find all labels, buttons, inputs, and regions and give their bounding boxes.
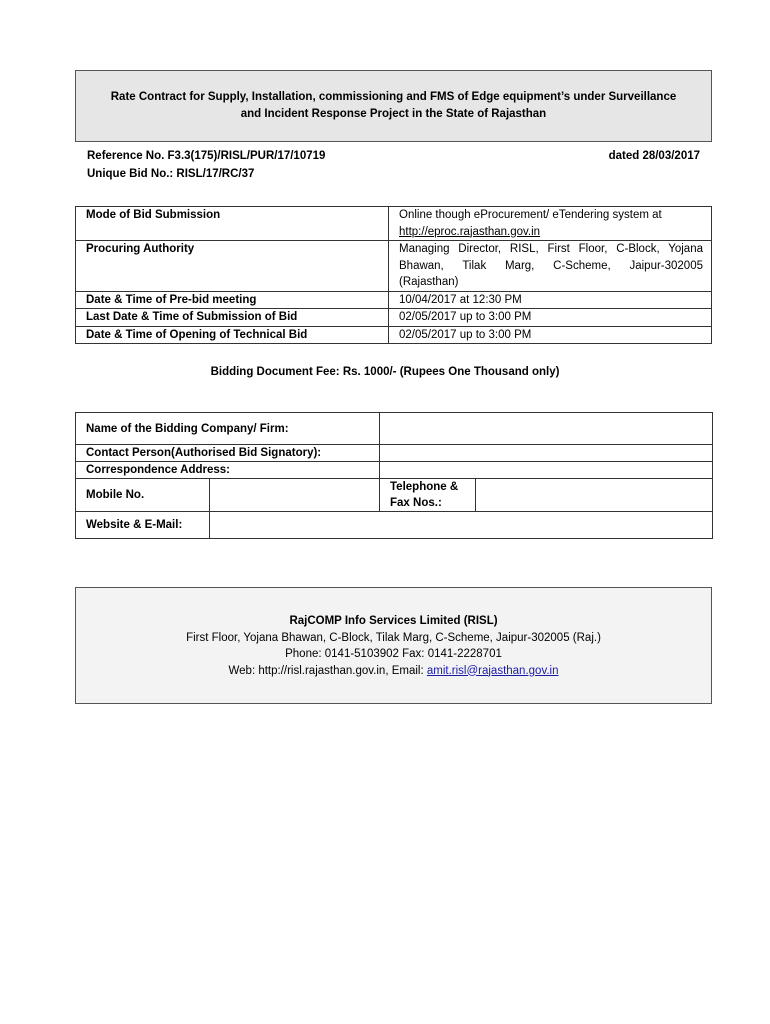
organization-name: RajCOMP Info Services Limited (RISL) <box>289 615 498 627</box>
table-row <box>76 479 713 512</box>
submission-value: 02/05/2017 up to 3:00 PM <box>389 309 712 327</box>
organization-web <box>76 663 711 680</box>
mobile-label: Mobile No. <box>76 479 210 512</box>
telephone-fax-field[interactable] <box>476 479 713 512</box>
document-title-line2: and Incident Response Project in the State of Rajasthan <box>240 108 547 120</box>
web-text: Web: http://risl.rajasthan.gov.in, Email: <box>228 664 427 677</box>
prebid-value: 10/04/2017 at 12:30 PM <box>389 291 712 309</box>
website-email-label: Website & E-Mail: <box>76 512 210 539</box>
contact-person-label: Contact Person(Authorised Bid Signatory): <box>76 445 380 462</box>
prebid-label: Date & Time of Pre-bid meeting <box>76 291 389 309</box>
company-name-label: Name of the Bidding Company/ Firm: <box>76 413 380 445</box>
company-name-field[interactable] <box>380 413 713 445</box>
table-row <box>76 241 712 292</box>
bidder-details-form <box>75 412 713 539</box>
address-label: Correspondence Address: <box>76 462 380 479</box>
table-row <box>76 413 713 445</box>
unique-bid-number: Unique Bid No.: RISL/17/RC/37 <box>87 168 255 180</box>
organization-address: First Floor, Yojana Bhawan, C-Block, Tilak Marg, C-Scheme, Jaipur-302005 (Raj.) <box>186 631 601 644</box>
opening-label: Date & Time of Opening of Technical Bid <box>76 326 389 344</box>
mode-text: Online though eProcurement/ eTendering system at <box>399 209 662 221</box>
document-title-line1: Rate Contract for Supply, Installation, commissioning and FMS of Edge equipment’s under Surveillance <box>110 91 677 103</box>
table-row <box>76 309 712 327</box>
email-link[interactable]: amit.risl@rajasthan.gov.in <box>426 664 559 677</box>
telephone-fax-label: Telephone & Fax Nos.: <box>380 479 476 512</box>
table-row <box>76 445 713 462</box>
authority-value: Managing Director, RISL, First Floor, C-Block, Yojana Bhawan, Tilak Marg, C-Scheme, Jaipur-302005 (Rajasthan) <box>389 241 712 292</box>
document-title-box <box>75 70 712 142</box>
table-row <box>76 207 712 241</box>
organization-phone: Phone: 0141-5103902 Fax: 0141-2228701 <box>285 648 502 660</box>
mode-value <box>389 207 712 241</box>
table-row <box>76 326 712 344</box>
document-date: dated 28/03/2017 <box>608 150 700 162</box>
address-field[interactable] <box>380 462 713 479</box>
mobile-field[interactable] <box>210 479 380 512</box>
bidding-document-fee: Bidding Document Fee: Rs. 1000/- (Rupees One Thousand only) <box>210 366 560 378</box>
opening-value: 02/05/2017 up to 3:00 PM <box>389 326 712 344</box>
table-row <box>76 291 712 309</box>
contact-person-field[interactable] <box>380 445 713 462</box>
mode-label: Mode of Bid Submission <box>76 207 389 241</box>
website-email-field[interactable] <box>210 512 713 539</box>
table-row <box>76 462 713 479</box>
authority-label: Procuring Authority <box>76 241 389 292</box>
bid-info-table <box>75 206 712 344</box>
table-row <box>76 512 713 539</box>
submission-label: Last Date & Time of Submission of Bid <box>76 309 389 327</box>
organization-footer <box>75 587 712 704</box>
reference-number: Reference No. F3.3(175)/RISL/PUR/17/10719 <box>87 150 326 162</box>
eproc-link[interactable]: http://eproc.rajasthan.gov.in <box>399 225 541 238</box>
